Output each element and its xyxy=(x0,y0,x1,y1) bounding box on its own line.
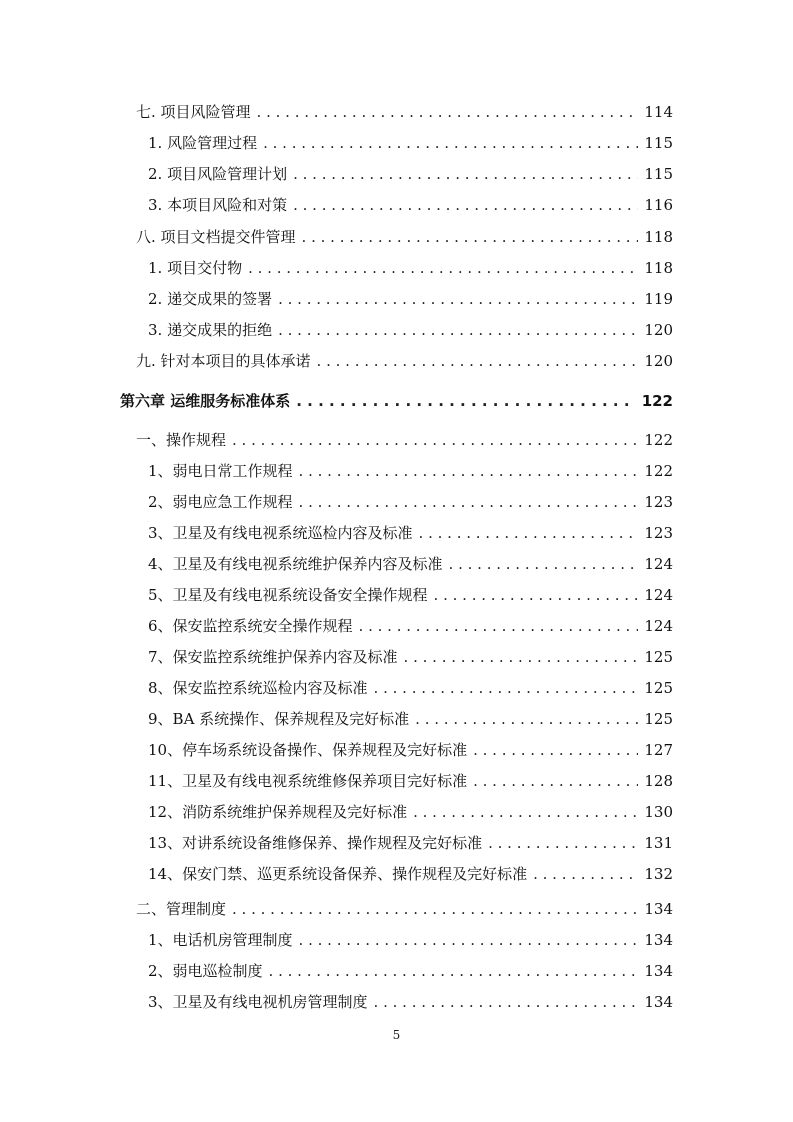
toc-entry-title: 10、停车场系统设备操作、保养规程及完好标准 xyxy=(148,741,468,759)
toc-entry-title: 2、弱电巡检制度 xyxy=(148,962,263,980)
toc-entry-page: 114 xyxy=(644,103,673,121)
toc-entry[interactable] xyxy=(148,802,673,822)
toc-entry-page: 124 xyxy=(644,555,673,573)
toc-entry[interactable] xyxy=(136,430,673,450)
toc-leader-dots xyxy=(263,133,638,153)
toc-entry-title: 11、卫星及有线电视系统维修保养项目完好标准 xyxy=(148,772,468,790)
toc-entry-title: 7、保安监控系统维护保养内容及标准 xyxy=(148,648,398,666)
toc-entry[interactable] xyxy=(148,864,673,884)
toc-entry[interactable] xyxy=(148,616,673,636)
toc-entry-page: 134 xyxy=(644,962,673,980)
toc-entry[interactable] xyxy=(136,899,673,919)
toc-entry-page: 123 xyxy=(644,524,673,542)
toc-entry-page: 130 xyxy=(644,803,673,821)
toc-entry-title: 1. 风险管理过程 xyxy=(148,134,258,152)
toc-entry-page: 119 xyxy=(644,290,673,308)
toc-entry-title: 2、弱电应急工作规程 xyxy=(148,493,293,511)
toc-entry-page: 128 xyxy=(644,772,673,790)
toc-entry-title: 13、对讲系统设备维修保养、操作规程及完好标准 xyxy=(148,834,483,852)
toc-entry[interactable] xyxy=(148,195,673,215)
toc-leader-dots xyxy=(488,833,638,853)
toc-leader-dots xyxy=(278,320,638,340)
toc-leader-dots xyxy=(473,771,638,791)
toc-leader-dots xyxy=(299,492,639,512)
toc-leader-dots xyxy=(473,740,638,760)
toc-entry-page: 125 xyxy=(644,648,673,666)
toc-leader-dots xyxy=(404,647,639,667)
toc-leader-dots xyxy=(248,258,638,278)
toc-leader-dots xyxy=(415,709,638,729)
toc-entry-title: 1、弱电日常工作规程 xyxy=(148,462,293,480)
toc-leader-dots xyxy=(533,864,638,884)
toc-entry-page: 120 xyxy=(644,321,673,339)
toc-entry-title: 1. 项目交付物 xyxy=(148,259,243,277)
toc-entry-page: 127 xyxy=(644,741,673,759)
toc-entry[interactable] xyxy=(148,992,673,1012)
toc-entry[interactable] xyxy=(148,492,673,512)
toc-entry-title: 9、BA 系统操作、保养规程及完好标准 xyxy=(148,710,410,728)
toc-leader-dots xyxy=(278,289,638,309)
toc-entry[interactable] xyxy=(148,961,673,981)
toc-entry-title: 5、卫星及有线电视系统设备安全操作规程 xyxy=(148,586,428,604)
toc-entry-page: 134 xyxy=(644,931,673,949)
toc-entry-page: 131 xyxy=(644,834,673,852)
toc-entry-title: 4、卫星及有线电视系统维护保养内容及标准 xyxy=(148,555,443,573)
toc-leader-dots xyxy=(419,523,639,543)
toc-leader-dots xyxy=(317,351,639,371)
toc-entry[interactable] xyxy=(148,930,673,950)
toc-leader-dots xyxy=(299,930,639,950)
toc-leader-dots xyxy=(232,899,638,919)
toc-entry-title: 3、卫星及有线电视机房管理制度 xyxy=(148,993,368,1011)
toc-entry-page: 118 xyxy=(644,259,673,277)
toc-entry[interactable] xyxy=(148,709,673,729)
toc-leader-dots xyxy=(257,102,639,122)
toc-entry-page: 132 xyxy=(644,865,673,883)
toc-leader-dots xyxy=(434,585,639,605)
toc-entry-page: 124 xyxy=(644,586,673,604)
toc-leader-dots xyxy=(374,992,639,1012)
toc-entry[interactable] xyxy=(148,833,673,853)
toc-leader-dots xyxy=(299,461,639,481)
toc-entry[interactable] xyxy=(148,164,673,184)
toc-entry-title: 二、管理制度 xyxy=(136,900,227,918)
toc-entry-page: 134 xyxy=(644,900,673,918)
toc-entry-title: 第六章 运维服务标准体系 xyxy=(120,392,291,410)
toc-chapter-entry[interactable] xyxy=(120,391,673,411)
toc-leader-dots xyxy=(296,391,635,411)
toc-entry[interactable] xyxy=(148,461,673,481)
toc-entry[interactable] xyxy=(148,320,673,340)
toc-entry[interactable] xyxy=(148,258,673,278)
toc-entry-title: 九. 针对本项目的具体承诺 xyxy=(136,352,311,370)
toc-leader-dots xyxy=(374,678,639,698)
toc-entry[interactable] xyxy=(148,740,673,760)
toc-entry-title: 8、保安监控系统巡检内容及标准 xyxy=(148,679,368,697)
toc-entry-page: 116 xyxy=(644,196,673,214)
toc-leader-dots xyxy=(413,802,638,822)
toc-leader-dots xyxy=(269,961,639,981)
toc-entry-title: 七. 项目风险管理 xyxy=(136,103,251,121)
toc-entry-title: 14、保安门禁、巡更系统设备保养、操作规程及完好标准 xyxy=(148,865,528,883)
toc-leader-dots xyxy=(449,554,639,574)
toc-entry-page: 115 xyxy=(644,165,673,183)
toc-entry-title: 八. 项目文档提交件管理 xyxy=(136,228,296,246)
toc-entry-page: 118 xyxy=(644,228,673,246)
toc-leader-dots xyxy=(232,430,638,450)
toc-entry[interactable] xyxy=(148,133,673,153)
toc-entry-page: 122 xyxy=(641,392,673,410)
toc-leader-dots xyxy=(293,195,638,215)
toc-entry-page: 115 xyxy=(644,134,673,152)
toc-entry[interactable] xyxy=(148,678,673,698)
toc-entry-title: 2. 递交成果的签署 xyxy=(148,290,273,308)
toc-entry[interactable] xyxy=(136,351,673,371)
toc-entry-title: 6、保安监控系统安全操作规程 xyxy=(148,617,353,635)
toc-entry[interactable] xyxy=(148,771,673,791)
toc-leader-dots xyxy=(359,616,639,636)
toc-entry-title: 3. 本项目风险和对策 xyxy=(148,196,288,214)
toc-entry[interactable] xyxy=(148,585,673,605)
toc-entry-page: 120 xyxy=(644,352,673,370)
page-number: 5 xyxy=(392,1028,401,1042)
toc-entry-title: 2. 项目风险管理计划 xyxy=(148,165,288,183)
toc-entry[interactable] xyxy=(136,227,673,247)
toc-leader-dots xyxy=(293,164,638,184)
toc-entry[interactable] xyxy=(148,647,673,667)
toc-entry-page: 122 xyxy=(644,462,673,480)
toc-entry-page: 125 xyxy=(644,710,673,728)
toc-entry[interactable] xyxy=(148,289,673,309)
toc-entry-page: 134 xyxy=(644,993,673,1011)
toc-entry-title: 3、卫星及有线电视系统巡检内容及标准 xyxy=(148,524,413,542)
toc-entry-page: 123 xyxy=(644,493,673,511)
toc-entry-title: 12、消防系统维护保养规程及完好标准 xyxy=(148,803,408,821)
toc-entry-title: 一、操作规程 xyxy=(136,431,227,449)
toc-entry[interactable] xyxy=(148,523,673,543)
toc-entry-page: 125 xyxy=(644,679,673,697)
toc-leader-dots xyxy=(302,227,639,247)
toc-entry[interactable] xyxy=(148,554,673,574)
toc-entry-title: 1、电话机房管理制度 xyxy=(148,931,293,949)
toc-entry-page: 124 xyxy=(644,617,673,635)
toc-entry-page: 122 xyxy=(644,431,673,449)
toc-entry-title: 3. 递交成果的拒绝 xyxy=(148,321,273,339)
toc-entry[interactable] xyxy=(136,102,673,122)
